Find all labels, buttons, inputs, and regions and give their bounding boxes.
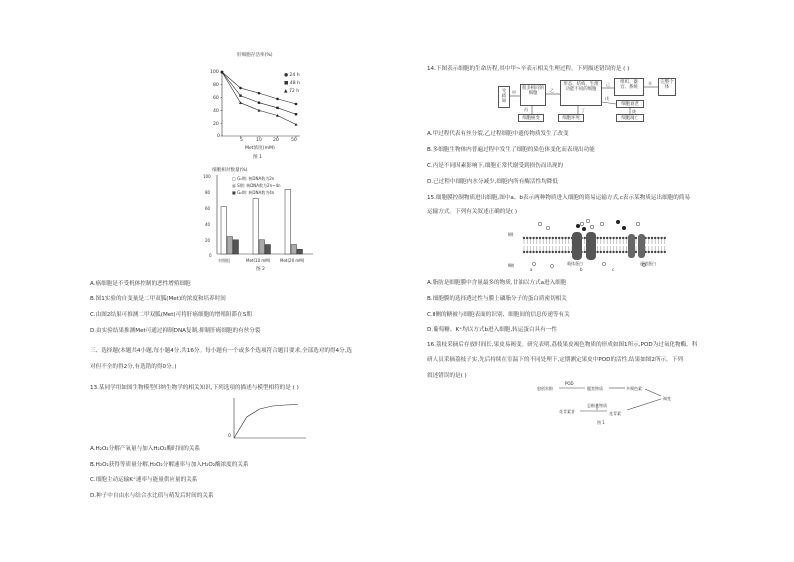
phospholipid-head-top <box>606 237 608 239</box>
phospholipid-head-bottom <box>548 251 550 253</box>
phospholipid-head-top <box>603 237 605 239</box>
phospholipid-head-top <box>622 237 624 239</box>
legend-label: 48 h <box>289 81 301 86</box>
fig2-bar <box>221 207 227 254</box>
option-c: C.由图2结果可推测二甲双胍(Met)可将肝癌细胞的增殖阻滞在S期 <box>90 312 252 318</box>
fig1-xtick-10: 10 <box>256 138 262 143</box>
fig1-ytick-0: 0 <box>217 134 220 139</box>
q16-guaiacol: 愈创木酚 <box>537 386 553 391</box>
q16-anthocyanidin: 花青素苷 <box>559 409 575 414</box>
phospholipid-head-top <box>625 237 627 239</box>
q14-option-c: C.丙是不同因素影响下,细胞正常代谢受到损伤而出现的 <box>427 163 564 169</box>
q14-tissue: 组织、器官、系统 <box>614 78 644 96</box>
phospholipid-head-top <box>612 237 614 239</box>
phospholipid-head-top <box>654 237 656 239</box>
q14-same-cells: 很多相同的细胞 <box>520 84 546 106</box>
solute-particle <box>590 225 594 229</box>
q14-apoptosis: 细胞凋亡 <box>616 114 644 122</box>
fig1-point <box>258 92 261 95</box>
solute-particle <box>538 222 542 226</box>
phospholipid-head-top <box>523 237 525 239</box>
fig1-ytick-40: 40 <box>213 109 219 114</box>
phospholipid-head-bottom <box>664 251 666 253</box>
solute-particle-dark <box>616 220 620 224</box>
fig1-legend-72h: ▲ 72 h <box>284 89 300 94</box>
q14-arrows <box>498 78 688 128</box>
fig2-ytick-20: 20 <box>205 238 211 243</box>
phospholipid-head-bottom <box>651 251 653 253</box>
phospholipid-head-bottom <box>523 251 525 253</box>
phospholipid-head-bottom <box>529 251 531 253</box>
phospholipid-head-top <box>558 237 560 239</box>
solute-particle <box>636 222 640 226</box>
fig2-ytick-40: 40 <box>205 222 211 227</box>
legend-label: G₁期: 核DNA数为2n <box>237 176 275 181</box>
fig2-ylabel: 细胞相对数量(%) <box>212 168 248 173</box>
q15-stem-cont: 运输方式。下列有关叙述正确的是( ) <box>427 209 518 215</box>
phospholipid-head-bottom <box>600 251 602 253</box>
phospholipid-head-top <box>552 237 554 239</box>
q13-option-a: A.H₂O₂分解产氧量与加入H₂O₂酶时间的关系 <box>90 446 201 452</box>
phospholipid-head-bottom <box>561 251 563 253</box>
phospholipid-head-bottom <box>660 251 662 253</box>
q14-diagram <box>498 78 688 128</box>
q13-option-d: D.种子中自由水与结合水比值与萌发后时间的关系 <box>90 493 214 499</box>
fig2-cat-met10: Met(10 mM) <box>246 258 271 263</box>
fig2-caption: 图 2 <box>256 267 265 272</box>
q15-label-a: a <box>530 267 533 272</box>
q14-option-a: A.甲过程代表有丝分裂,乙过程细胞中遗传物质发生了改变 <box>427 131 569 137</box>
solute-particle-dark <box>582 227 586 231</box>
q15-label-c: c <box>612 267 615 272</box>
phospholipid-head-top <box>635 237 637 239</box>
phospholipid-head-bottom <box>552 251 554 253</box>
q13-model-graph <box>226 396 316 444</box>
phospholipid-head-bottom <box>564 251 566 253</box>
fig1-point <box>239 87 242 90</box>
phospholipid-head-bottom <box>616 251 618 253</box>
solute-particle <box>546 226 550 230</box>
q15-option-a: A.脂肪是细胞膜中含量最多的物质,甘油以方式a进入细胞 <box>427 280 567 286</box>
phospholipid-head-top <box>584 237 586 239</box>
phospholipid-head-top <box>619 237 621 239</box>
fig2-legend-g1: □ G₁期: 核DNA数为2n <box>232 176 275 181</box>
q16-stem-cont: 研人员采摘荔枝子实,先后持续在室温下的不同处理下,定期测定果皮中POD的活性,结果如图2所示。下列 <box>427 357 683 363</box>
fig2-bar <box>285 189 291 254</box>
fig1-legend-24h: ● 24 h <box>284 73 300 78</box>
carrier-protein-left <box>572 232 582 260</box>
fig1-point <box>276 98 279 101</box>
phospholipid-head-top <box>609 237 611 239</box>
q16-pigments: 多聚色素 <box>626 386 642 391</box>
q13-option-b: B.H₂O₂获得等质量分解,H₂O₂分解速率与加入H₂O₂酶浓度的关系 <box>90 462 249 468</box>
q14-diff-cells: 形态、结构、生理功能不同的细胞 <box>560 80 602 106</box>
legend-label: S期: 核DNA数为2n~4n <box>237 183 281 188</box>
q14-option-b: B.多细胞生物体内普遍过程中发生了细胞的染色体变化而表现出功能 <box>427 147 595 153</box>
fig2-ytick-80: 80 <box>205 190 211 195</box>
fig1-legend-48h: ■ 48 h <box>284 81 301 86</box>
fig2-bar <box>297 249 303 254</box>
q15-option-c: C.Ⅱ侧的糖被与细胞表面的识别、细胞间的信息传递等有关 <box>427 312 570 318</box>
phospholipid-head-top <box>600 237 602 239</box>
phospholipid-head-top <box>657 237 659 239</box>
phospholipid-head-bottom <box>539 251 541 253</box>
q16-stem: 16.荔枝采摘后存放时间长,果皮易褐变。研究表明,荔枝果皮褐色物质的形成如图1所示,POD为过氧化物酶。科 <box>427 342 698 348</box>
fig2-bar <box>259 240 265 254</box>
fig2-cat-control: 对照组 <box>218 258 230 263</box>
q16-browning: 褐变 <box>663 396 671 401</box>
option-a: A.癌细胞是不受机体控制的恶性增殖细胞 <box>90 281 191 287</box>
q16-stem-cont2: 叙述错误的是( ) <box>427 373 467 379</box>
fig1-xtick-20: 20 <box>273 138 279 143</box>
phospholipid-head-top <box>555 237 557 239</box>
q16-anthocyanin: 花青素 <box>609 411 621 416</box>
phospholipid-head-bottom <box>542 251 544 253</box>
phospholipid-head-bottom <box>635 251 637 253</box>
q15-option-d: D.葡萄糖、K⁺均以方式b进入细胞,转运蛋白具有一性 <box>427 327 557 333</box>
fig1-xlabel: Met浓度(mM) <box>245 146 275 151</box>
q14-individual: 完整个体 <box>658 78 676 96</box>
fig2-ytick-100: 100 <box>203 174 211 179</box>
solute-particle <box>532 262 535 265</box>
fig2-ytick-0: 0 <box>209 253 212 258</box>
phospholipid-head-bottom <box>657 251 659 253</box>
fig1-point <box>239 101 242 104</box>
fig2-cat-met20: Met(20 mM) <box>280 258 305 263</box>
q14-label-ding: 丁 <box>581 108 585 113</box>
fig2-legend-s: ■ S期: 核DNA数为2n~4n <box>232 183 281 188</box>
option-d: D.由实验结果推测Met可通过抑制DNA复制,抑制肝癌细胞的有丝分裂 <box>90 328 261 334</box>
legend-label: 24 h <box>289 73 300 78</box>
q14-label-jia: 甲 <box>512 90 516 95</box>
q15-label-channel: 通道蛋白 <box>640 261 656 266</box>
channel-protein-right <box>638 234 645 258</box>
phospholipid-head-bottom <box>606 251 608 253</box>
fig1-point <box>295 123 298 126</box>
phospholipid-head-bottom <box>568 251 570 253</box>
fig1-xtick-5: 5 <box>240 138 243 143</box>
q13-origin: 0 <box>228 434 231 439</box>
q14-senescence: 细胞衰老 <box>616 100 644 108</box>
phospholipid-head-bottom <box>532 251 534 253</box>
phospholipid-head-top <box>536 237 538 239</box>
fig2-bar <box>265 245 271 254</box>
phospholipid-head-top <box>542 237 544 239</box>
q13-curve <box>234 405 298 439</box>
phospholipid-head-bottom <box>555 251 557 253</box>
fig1-ytick-100: 100 <box>210 70 219 75</box>
phospholipid-head-bottom <box>596 251 598 253</box>
phospholipid-head-bottom <box>558 251 560 253</box>
solute-particle <box>580 222 584 226</box>
phospholipid-head-top <box>529 237 531 239</box>
fig1-caption: 图 1 <box>253 155 262 160</box>
phospholipid-head-bottom <box>603 251 605 253</box>
phospholipid-head-top <box>664 237 666 239</box>
q16-arrows <box>537 380 687 430</box>
phospholipid-head-top <box>568 237 570 239</box>
q15-side2: Ⅱ侧 <box>508 263 514 268</box>
phospholipid-head-top <box>561 237 563 239</box>
fig2-bar <box>291 245 297 254</box>
phospholipid-head-top <box>616 237 618 239</box>
q15-label-protein: 载体蛋白 <box>567 261 583 266</box>
q14-label-geng: 庚 <box>632 109 636 114</box>
q15-stem: 15.细胞膜控制物质进出细胞,图中a、b表示两种物质进入细胞的简易运输方式,c表示某物质运出细胞的简易 <box>427 195 691 201</box>
phospholipid-head-bottom <box>526 251 528 253</box>
phospholipid-head-top <box>532 237 534 239</box>
q13-option-c: C.细胞主动运输K⁺速率与能量供应量的关系 <box>90 477 198 483</box>
legend-label: G₂期: 核DNA数为4n <box>237 190 275 195</box>
fig1-point <box>276 107 278 109</box>
q15-option-b: B.细胞膜的选择透过性与膜上磷脂分子的蛋白质密切相关 <box>427 296 567 302</box>
option-b: B.图1实验的自变量是二甲双胍(Met)的浓度和培养时间 <box>90 296 226 302</box>
fig2-bar <box>233 240 239 254</box>
q14-cancer: 细胞癌变 <box>518 114 544 122</box>
q16-phenols: 总酚类物质 <box>587 403 607 408</box>
solute-particle <box>550 264 553 267</box>
q14-zygote: 受精卵 <box>498 86 510 108</box>
phospholipid-head-top <box>539 237 541 239</box>
phospholipid-head-top <box>660 237 662 239</box>
section3-heading: 三、选择题(本题共4小题,每小题4分,共16分。每小题有一个或多个选项符合题目要求,全部选对的得4分,选 <box>90 348 353 354</box>
fig1-ytick-20: 20 <box>213 122 219 127</box>
q14-label-yi: 乙 <box>550 88 554 93</box>
phospholipid-head-top <box>545 237 547 239</box>
fig1-point <box>295 103 298 106</box>
phospholipid-head-top <box>526 237 528 239</box>
q14-label-xin: 辛 <box>648 81 652 86</box>
phospholipid-head-bottom <box>625 251 627 253</box>
phospholipid-head-top <box>648 237 650 239</box>
phospholipid-head-bottom <box>584 251 586 253</box>
phospholipid-head-bottom <box>654 251 656 253</box>
q14-label-ji: 己 <box>606 82 610 87</box>
section3-heading-cont: 对但不全的得2分,有选错的得0分。) <box>90 364 177 370</box>
fig1-ylabel: 肝细胞存活率(%) <box>237 53 273 58</box>
phospholipid-head-top <box>651 237 653 239</box>
q16-pod-label: POD <box>565 381 574 386</box>
fig1-ytick-80: 80 <box>213 83 219 88</box>
q16-caption: 图 1 <box>597 420 605 425</box>
fig2-legend-g2: ■ G₂期: 核DNA数为4n <box>232 190 275 195</box>
phospholipid-head-bottom <box>609 251 611 253</box>
q14-death: 细胞坏死 <box>558 114 584 122</box>
fig1-point <box>295 113 297 115</box>
solute-particle <box>600 222 604 226</box>
phospholipid-head-bottom <box>612 251 614 253</box>
phospholipid-head-bottom <box>619 251 621 253</box>
legend-label: 72 h <box>289 89 300 94</box>
q15-side1: Ⅰ侧 <box>508 232 514 237</box>
fig2-chart <box>205 170 320 255</box>
phospholipid-head-bottom <box>648 251 650 253</box>
channel-protein-left <box>628 234 635 258</box>
fig1-xtick-50: 50 <box>291 138 297 143</box>
phospholipid-head-bottom <box>536 251 538 253</box>
carrier-protein-right <box>586 232 596 260</box>
phospholipid-head-top <box>564 237 566 239</box>
q16-quinones: 醌类物质 <box>587 386 603 391</box>
fig1-point <box>258 102 260 104</box>
q13-stem: 13.某同学用如图生物模型归纳生物学的相关知识,下列选项的描述与模型相符的是 ( ) <box>90 385 299 391</box>
solute-particle <box>586 219 590 223</box>
phospholipid-head-bottom <box>545 251 547 253</box>
q14-stem: 14.下图表示细胞的生命历程,其中甲~辛表示相关生理过程。下列描述错误的是 ( ) <box>427 66 630 72</box>
solute-particle <box>602 262 605 265</box>
fig2-bar <box>227 237 233 254</box>
solute-particle-dark <box>622 226 626 230</box>
fig1-point <box>239 94 241 96</box>
phospholipid-head-bottom <box>622 251 624 253</box>
fig2-bar <box>253 199 259 254</box>
phospholipid-head-top <box>596 237 598 239</box>
q14-option-d: D.己过程中细胞内水分减少,细胞内所有酶活性均降低 <box>427 179 558 185</box>
phospholipid-head-top <box>548 237 550 239</box>
q14-label-bing: 丙 <box>524 107 528 112</box>
solute-particle-dark <box>576 224 580 228</box>
q14-label-wu: 戊 <box>605 96 609 101</box>
fig2-ytick-60: 60 <box>205 206 211 211</box>
fig1-ytick-60: 60 <box>213 96 219 101</box>
q15-label-b: b <box>580 267 583 272</box>
q16-diagram <box>537 380 687 430</box>
